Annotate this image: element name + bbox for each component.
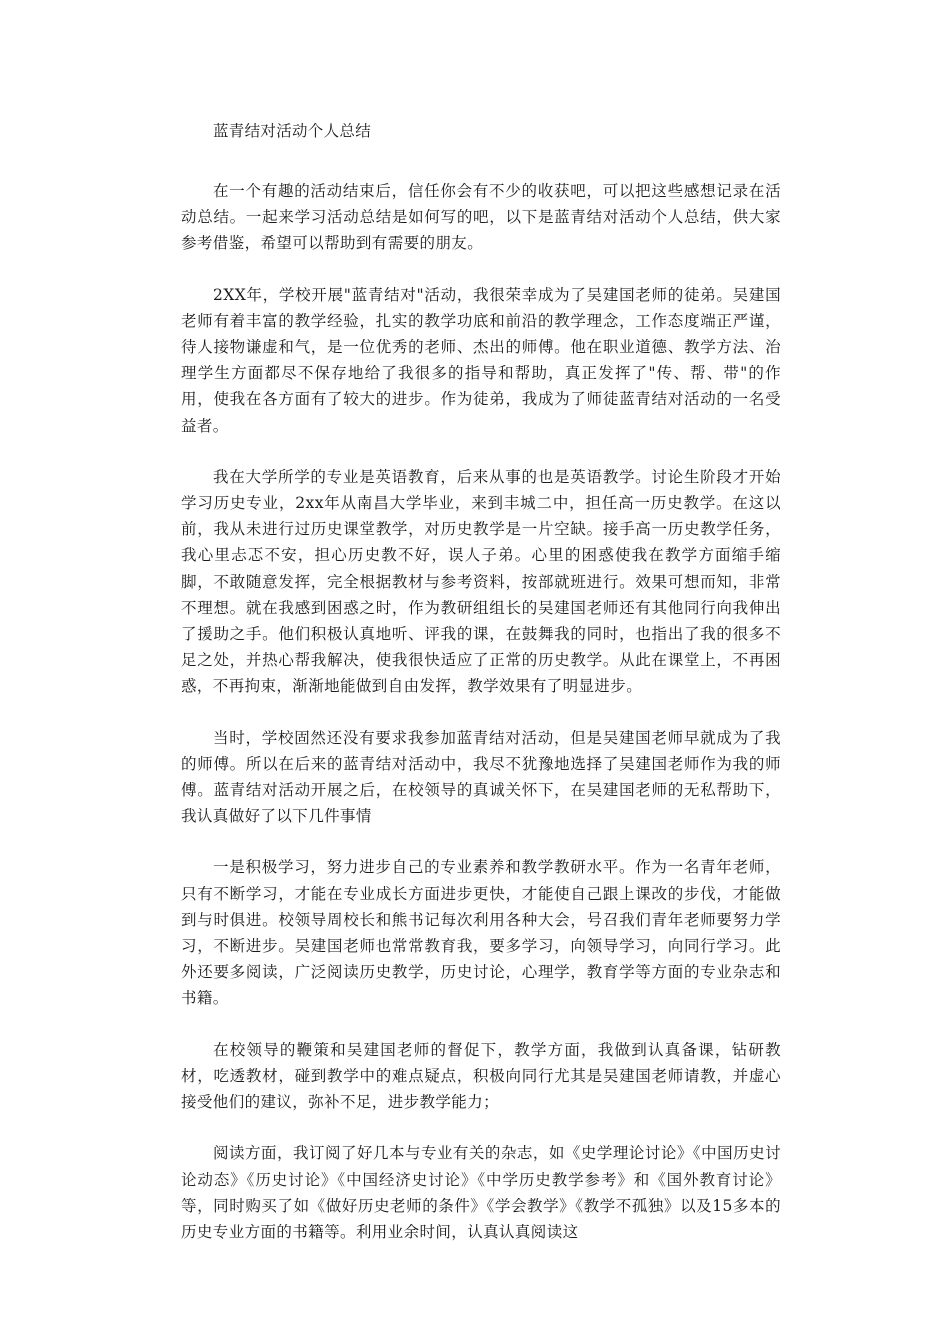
document-title: 蓝青结对活动个人总结 [213,122,372,140]
paragraph-mentor: 2XX年，学校开展"蓝青结对"活动，我很荣幸成为了吴建国老师的徒弟。吴建国老师有着丰富的教学经验，扎实的教学功底和前沿的教学理念，工作态度端正严谨，待人接物谦虚和气，是一位优秀的老师、杰出的师傅。他在职业道德、教学方法、治理学生方面都尽不保存地给了我很多的指导和帮助，真正发挥了"传、帮、带"的作用，使我在各方面有了较大的进步。作为徒弟，我成为了师徒蓝青结对活动的一名受益者。 [181,285,781,435]
paragraph-background: 我在大学所学的专业是英语教育，后来从事的也是英语教学。讨论生阶段才开始学习历史专业，2xx年从南昌大学毕业，来到丰城二中，担任高一历史教学。在这以前，我从未进行过历史课堂教学，对历史教学是一片空缺。接手高一历史教学任务，我心里忐忑不安，担心历史教不好，误人子弟。心里的困惑使我在教学方面缩手缩脚，不敢随意发挥，完全根据教材与参考资料，按部就班进行。效果可想而知，非常不理想。就在我感到困惑之时，作为教研组组长的吴建国老师还有其他同行向我伸出了援助之手。他们积极认真地听、评我的课，在鼓舞我的同时，也指出了我的很多不足之处，并热心帮我解决，使我很快适应了正常的历史教学。从此在课堂上，不再困惑，不再拘束，渐渐地能做到自由发挥，教学效果有了明显进步。 [181,467,781,696]
paragraph-study: 一是积极学习，努力进步自己的专业素养和教学教研水平。作为一名青年老师，只有不断学习，才能在专业成长方面进步更快，才能使自己跟上课改的步伐，才能做到与时俱进。校领导周校长和熊书记每次利用各种大会，号召我们青年老师要努力学习，不断进步。吴建国老师也常常教育我，要多学习，向领导学习，向同行学习。此外还要多阅读，广泛阅读历史教学，历史讨论，心理学，教育学等方面的专业杂志和书籍。 [181,858,781,1008]
document-body [181,118,781,1270]
paragraph-teaching: 在校领导的鞭策和吴建国老师的督促下，教学方面，我做到认真备课，钻研教材，吃透教材，碰到教学中的难点疑点，积极向同行尤其是吴建国老师请教，并虚心接受他们的建议，弥补不足，进步教学能力； [181,1040,781,1112]
paragraph-reading: 阅读方面，我订阅了好几本与专业有关的杂志，如《史学理论讨论》《中国历史讨论动态》《历史讨论》《中国经济史讨论》《中学历史教学参考》和《国外教育讨论》等，同时购买了如《做好历史老师的条件》《学会教学》《教学不孤独》以及15多本的历史专业方面的书籍等。利用业余时间，认真认真阅读这 [181,1144,781,1241]
paragraph-pairing: 当时，学校固然还没有要求我参加蓝青结对活动，但是吴建国老师早就成为了我的师傅。所以在后来的蓝青结对活动中，我尽不犹豫地选择了吴建国老师作为我的师傅。蓝青结对活动开展之后，在校领导的真诚关怀下，在吴建国老师的无私帮助下，我认真做好了以下几件事情 [181,728,781,826]
paragraph-intro: 在一个有趣的活动结束后，信任你会有不少的收获吧，可以把这些感想记录在活动总结。一起来学习活动总结是如何写的吧，以下是蓝青结对活动个人总结，供大家参考借鉴，希望可以帮助到有需要的朋友。 [181,182,781,253]
